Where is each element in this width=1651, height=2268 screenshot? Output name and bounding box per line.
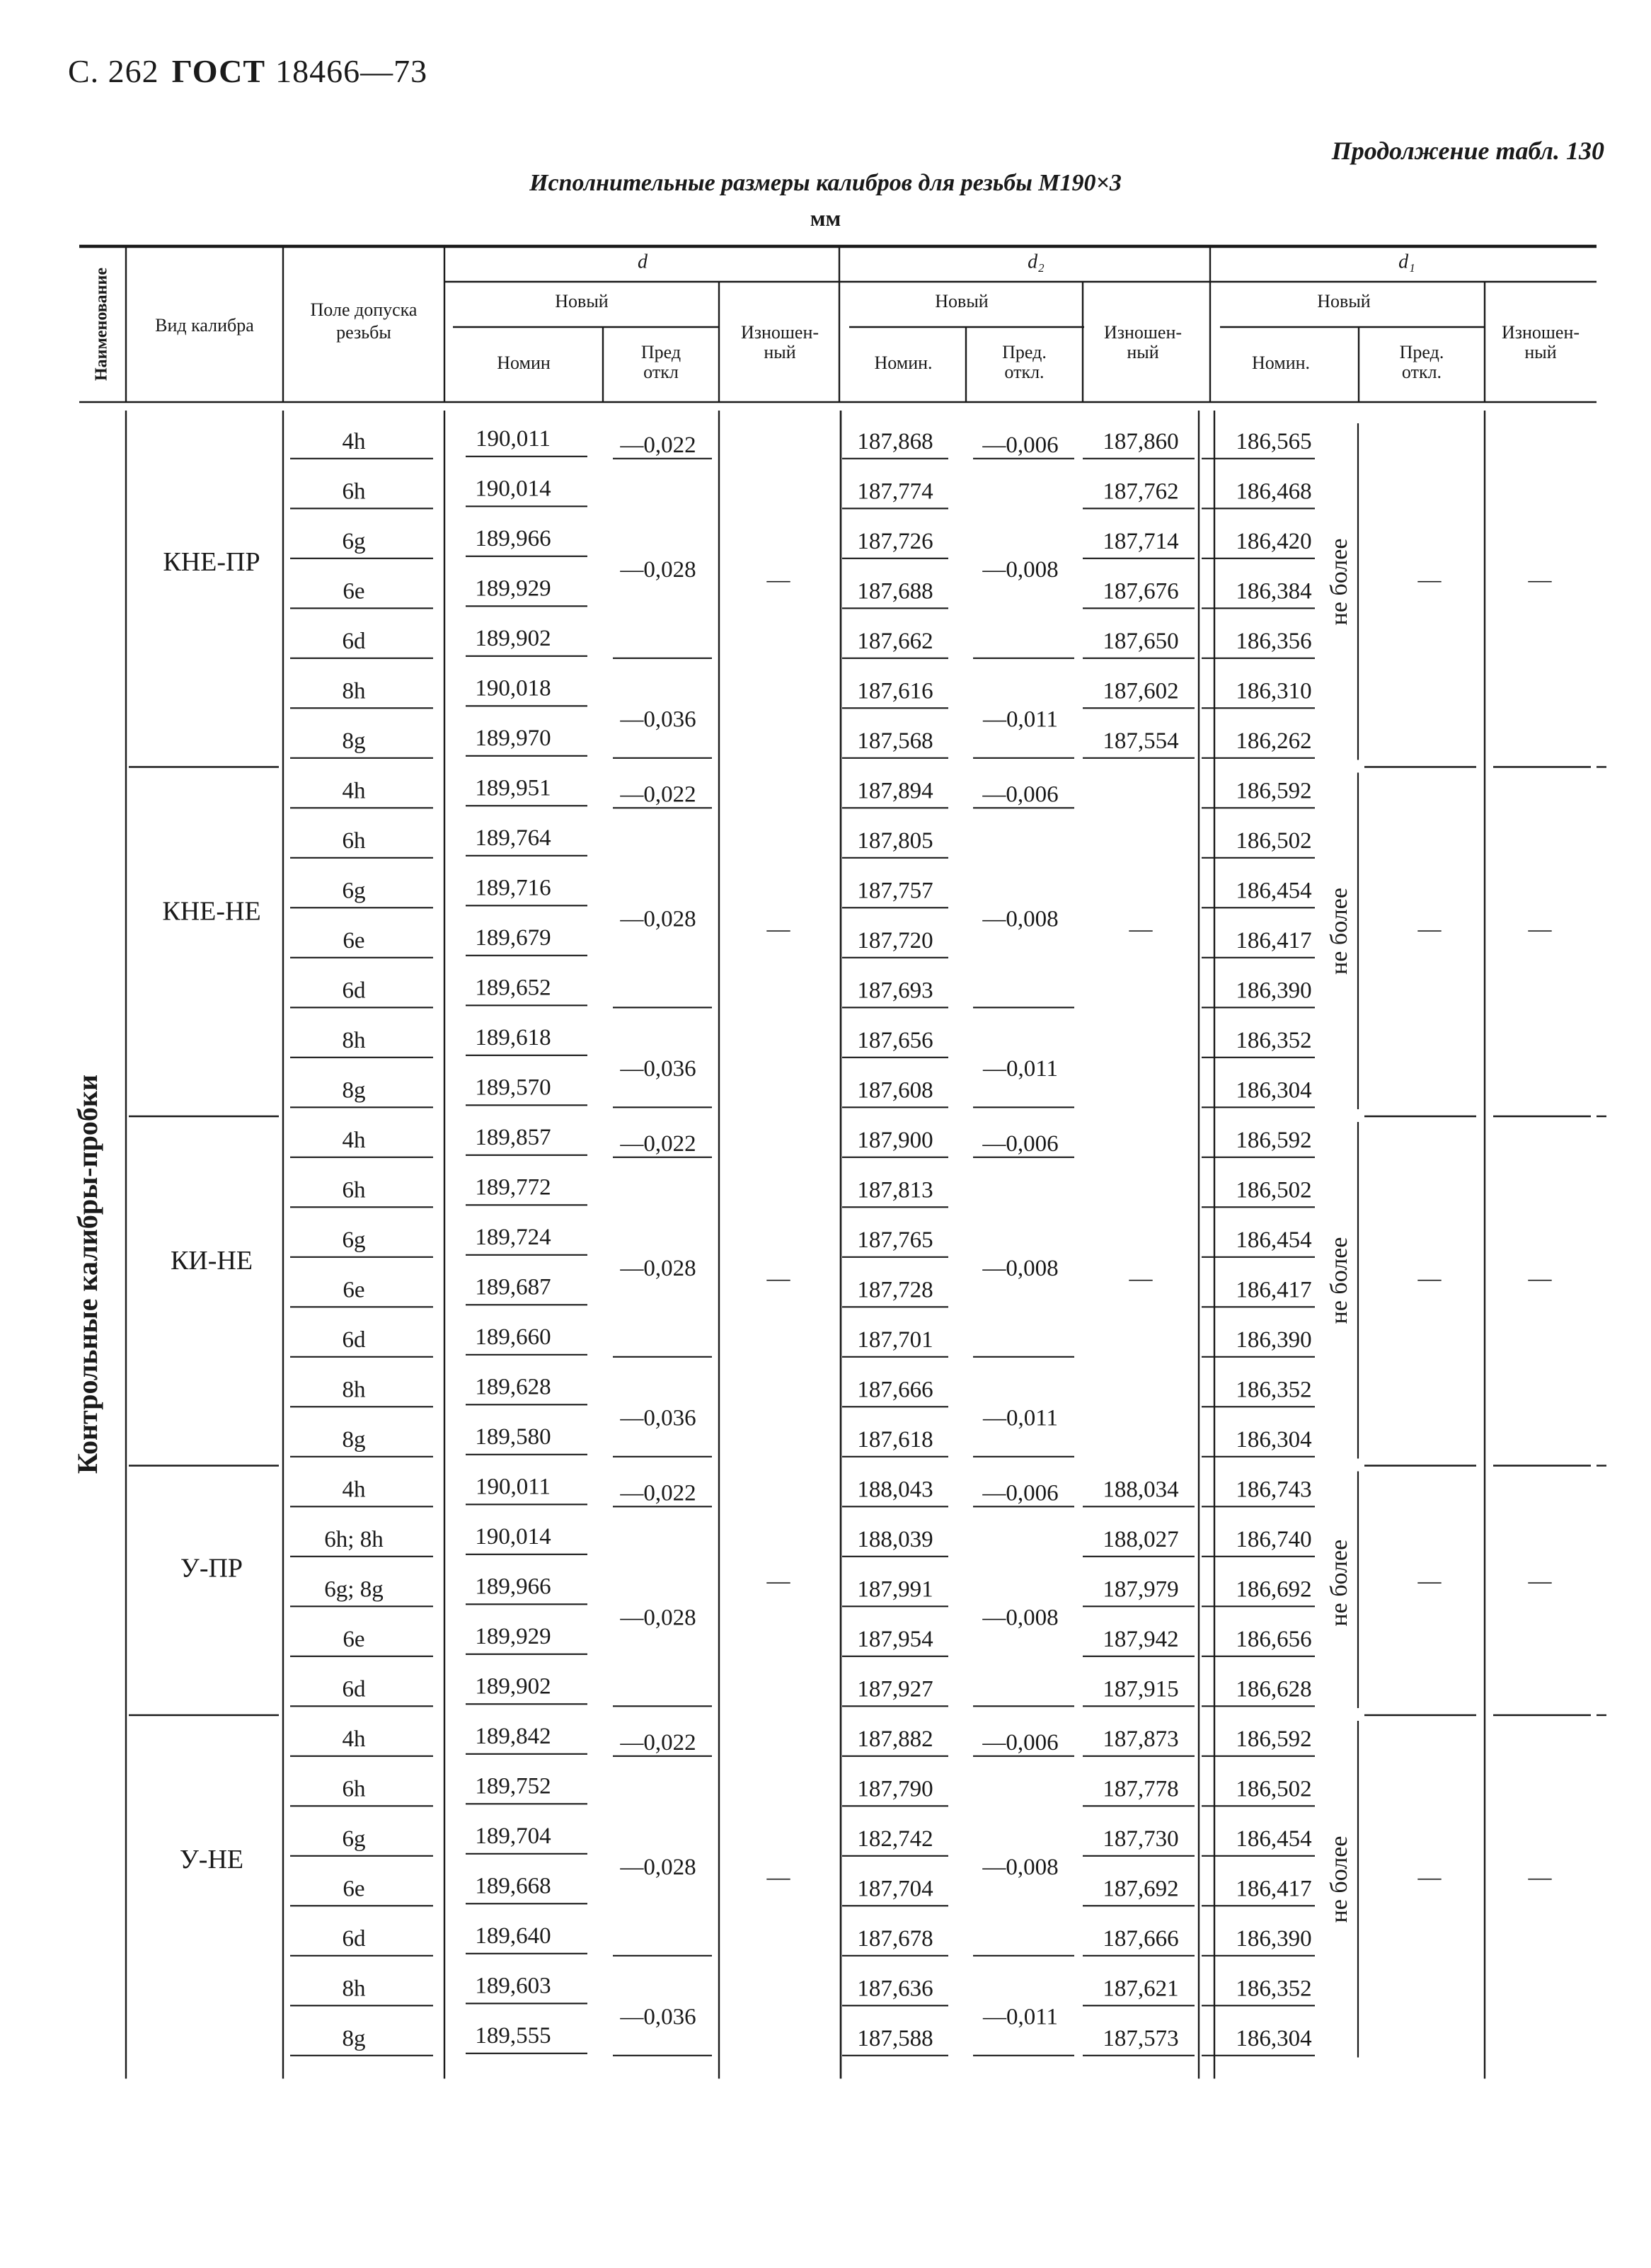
d1-nominal-cell: 186,592 [1236, 1128, 1312, 1154]
d-deviation-cell: —0,036 [620, 1056, 696, 1082]
d-deviation-cell: —0,028 [620, 1605, 696, 1631]
d2-deviation-cell: —0,006 [982, 432, 1059, 458]
d1-nominal-cell: 186,592 [1236, 1726, 1312, 1753]
d1-worn-cell: — [1528, 917, 1552, 943]
d1-nominal-cell: 186,390 [1236, 1926, 1312, 1952]
d-nominal-cell: 189,966 [475, 526, 551, 552]
tolerance-cell: 6e [343, 1627, 365, 1653]
tolerance-cell: 8g [342, 2026, 366, 2052]
d-nominal-cell: 189,603 [475, 1973, 551, 1999]
d1-nominal-cell: 186,454 [1236, 878, 1312, 904]
tolerance-cell: 6e [343, 928, 365, 954]
tolerance-cell: 6h [342, 1776, 366, 1802]
table-continuation-label: Продолжение табл. 130 [1331, 137, 1604, 165]
tolerance-cell: 4h [342, 429, 366, 455]
tolerance-cell: 4h [342, 778, 366, 804]
header-kind: Вид калибра [155, 314, 254, 336]
d2-nominal-cell: 187,805 [857, 828, 933, 854]
d2-nominal-cell: 182,742 [857, 1826, 933, 1852]
d2-deviation-cell: —0,011 [982, 1056, 1059, 1082]
d-nominal-cell: 189,929 [475, 575, 551, 602]
header-deviation: Пред. [1399, 341, 1444, 362]
d2-nominal-cell: 187,765 [857, 1227, 933, 1254]
d-nominal-cell: 190,014 [475, 1524, 551, 1550]
header-deviation: откл. [1401, 361, 1442, 382]
d2-worn-cell: 187,676 [1103, 578, 1179, 605]
tolerance-cell: 6d [342, 1676, 366, 1702]
d1-nominal-cell: 186,417 [1236, 1277, 1312, 1303]
d-deviation-cell: —0,028 [620, 557, 696, 583]
d2-worn-cell: 187,692 [1103, 1876, 1179, 1902]
tolerance-cell: 8g [342, 1077, 366, 1104]
d2-nominal-cell: 187,636 [857, 1976, 933, 2002]
header-nominal: Номин. [1251, 352, 1311, 373]
d1-nominal-cell: 186,356 [1236, 629, 1312, 655]
d-worn-cell: — [766, 1865, 790, 1891]
d-nominal-cell: 189,902 [475, 1673, 551, 1700]
d-deviation-cell: —0,028 [620, 1855, 696, 1881]
d1-nominal-cell: 186,417 [1236, 928, 1312, 954]
d-nominal-cell: 189,752 [475, 1773, 551, 1799]
d1-nominal-cell: 186,352 [1236, 1028, 1312, 1054]
gauge-kind-label: КНЕ-ПР [163, 546, 260, 577]
d-nominal-cell: 189,679 [475, 925, 551, 951]
d-nominal-cell: 190,011 [475, 1474, 551, 1500]
d2-nominal-cell: 187,991 [857, 1576, 933, 1603]
d2-nominal-cell: 187,726 [857, 529, 933, 555]
d1-nominal-cell: 186,692 [1236, 1576, 1312, 1603]
header-d: d [638, 251, 648, 273]
tolerance-cell: 6h [342, 828, 366, 854]
d2-worn-cell: 188,027 [1103, 1527, 1179, 1553]
d-nominal-cell: 189,580 [475, 1424, 551, 1450]
page-number: С. 262 [68, 53, 159, 89]
d1-deviation-cell: — [1417, 1568, 1442, 1594]
d-nominal-cell: 189,640 [475, 1923, 551, 1949]
d1-deviation-cell: — [1417, 567, 1442, 593]
header-d1: d₁ [1398, 251, 1415, 273]
tolerance-cell: 6d [342, 1327, 366, 1353]
d-nominal-cell: 189,716 [475, 875, 551, 901]
d-nominal-cell: 189,704 [475, 1823, 551, 1850]
header-nominal: Номин [497, 352, 551, 373]
tolerance-cell: 6h; 8h [324, 1527, 384, 1553]
d2-worn-cell: 187,915 [1103, 1676, 1179, 1702]
d-nominal-cell: 190,018 [475, 675, 551, 701]
tolerance-cell: 6d [342, 629, 366, 655]
header-worn: ный [1524, 341, 1557, 362]
tolerance-cell: 6e [343, 1876, 365, 1902]
d-deviation-cell: —0,022 [620, 432, 696, 458]
d2-deviation-cell: —0,011 [982, 2004, 1059, 2030]
d2-worn-cell: — [1129, 917, 1153, 943]
d2-nominal-cell: 187,662 [857, 629, 933, 655]
d2-nominal-cell: 187,757 [857, 878, 933, 904]
tolerance-cell: 4h [342, 1726, 366, 1753]
d1-nominal-cell: 186,384 [1236, 578, 1312, 605]
d-nominal-cell: 189,929 [475, 1624, 551, 1650]
d2-deviation-cell: —0,006 [982, 1729, 1059, 1756]
header-nominal: Номин. [874, 352, 933, 373]
d-worn-cell: — [766, 917, 790, 943]
table-title: Исполнительные размеры калибров для резьбы М190×3 [529, 170, 1122, 196]
d-nominal-cell: 190,011 [475, 426, 551, 452]
d1-worn-cell: — [1528, 1266, 1552, 1292]
d2-nominal-cell: 187,693 [857, 978, 933, 1004]
tolerance-cell: 6h [342, 1177, 366, 1203]
header-new: Новый [555, 290, 609, 311]
header-deviation: Пред. [1002, 341, 1047, 362]
d1-worn-cell: — [1528, 1865, 1552, 1891]
tolerance-cell: 6h [342, 479, 366, 505]
d2-nominal-cell: 187,688 [857, 578, 933, 605]
d2-worn-cell: 187,554 [1103, 728, 1179, 755]
tolerance-cell: 6d [342, 978, 366, 1004]
d-nominal-cell: 189,951 [475, 775, 551, 801]
d1-nominal-cell: 186,390 [1236, 1327, 1312, 1353]
d1-nominal-cell: 186,310 [1236, 678, 1312, 704]
gauge-kind-label: У-НЕ [179, 1844, 244, 1874]
d2-deviation-cell: —0,008 [982, 1605, 1059, 1631]
d-nominal-cell: 189,652 [475, 975, 551, 1001]
gauge-kind-label: У-ПР [180, 1553, 243, 1583]
header-worn: ный [1127, 341, 1159, 362]
d2-worn-cell: 187,873 [1103, 1726, 1179, 1753]
tolerance-cell: 6e [343, 1277, 365, 1303]
tolerance-cell: 8h [342, 1377, 366, 1403]
d2-nominal-cell: 187,666 [857, 1377, 933, 1403]
d-deviation-cell: —0,028 [620, 906, 696, 932]
d-nominal-cell: 189,570 [475, 1075, 551, 1101]
d2-nominal-cell: 187,774 [857, 479, 933, 505]
d2-deviation-cell: —0,008 [982, 1256, 1059, 1282]
d2-nominal-cell: 187,616 [857, 678, 933, 704]
d1-nominal-cell: 186,502 [1236, 1177, 1312, 1203]
d2-nominal-cell: 187,894 [857, 778, 933, 804]
d2-nominal-cell: 187,656 [857, 1028, 933, 1054]
d2-worn-cell: 187,666 [1103, 1926, 1179, 1952]
d2-worn-cell: 187,714 [1103, 529, 1179, 555]
d1-worn-cell: — [1528, 1568, 1552, 1594]
d2-deviation-cell: —0,011 [982, 706, 1059, 733]
d1-nominal-cell: 186,352 [1236, 1377, 1312, 1403]
d-nominal-cell: 189,618 [475, 1025, 551, 1051]
tolerance-cell: 8h [342, 1976, 366, 2002]
gauge-kind-label: КИ-НЕ [170, 1245, 253, 1276]
tolerance-cell: 4h [342, 1128, 366, 1154]
tolerance-cell: 6g [342, 529, 366, 555]
ne-bolee-label: не более [1325, 538, 1352, 626]
d2-worn-cell: 187,650 [1103, 629, 1179, 655]
d-nominal-cell: 189,555 [475, 2023, 551, 2049]
tolerance-cell: 6e [343, 578, 365, 605]
d2-worn-cell: 187,942 [1103, 1627, 1179, 1653]
d1-worn-cell: — [1528, 567, 1552, 593]
d2-deviation-cell: —0,006 [982, 781, 1059, 808]
ne-bolee-label: не более [1325, 888, 1352, 975]
header-new: Новый [1317, 290, 1371, 311]
d-nominal-cell: 189,902 [475, 626, 551, 652]
d2-worn-cell: 187,762 [1103, 479, 1179, 505]
d2-nominal-cell: 187,868 [857, 429, 933, 455]
d1-deviation-cell: — [1417, 917, 1442, 943]
d1-nominal-cell: 186,628 [1236, 1676, 1312, 1702]
d-worn-cell: — [766, 1568, 790, 1594]
d-nominal-cell: 189,660 [475, 1324, 551, 1351]
d2-nominal-cell: 187,618 [857, 1427, 933, 1453]
d-worn-cell: — [766, 1266, 790, 1292]
category-label: Контрольные калибры-пробки [71, 1074, 104, 1474]
d2-nominal-cell: 187,790 [857, 1776, 933, 1802]
d1-nominal-cell: 186,592 [1236, 778, 1312, 804]
d-nominal-cell: 189,966 [475, 1574, 551, 1600]
header-deviation: откл [643, 361, 679, 382]
d1-nominal-cell: 186,656 [1236, 1627, 1312, 1653]
d2-worn-cell: 187,778 [1103, 1776, 1179, 1802]
header-tolerance: резьбы [336, 321, 391, 343]
d-nominal-cell: 189,842 [475, 1724, 551, 1750]
d-deviation-cell: —0,022 [620, 781, 696, 808]
tolerance-cell: 6g; 8g [324, 1576, 384, 1603]
d-deviation-cell: —0,036 [620, 1405, 696, 1431]
header-name: Наименование [92, 268, 111, 381]
d1-nominal-cell: 186,502 [1236, 1776, 1312, 1802]
d2-nominal-cell: 187,927 [857, 1676, 933, 1702]
d-nominal-cell: 190,014 [475, 476, 551, 502]
d2-deviation-cell: —0,006 [982, 1480, 1059, 1506]
d1-nominal-cell: 186,417 [1236, 1876, 1312, 1902]
d2-worn-cell: 187,602 [1103, 678, 1179, 704]
d-nominal-cell: 189,970 [475, 726, 551, 752]
d-nominal-cell: 189,687 [475, 1274, 551, 1300]
d2-nominal-cell: 187,813 [857, 1177, 933, 1203]
d2-worn-cell: 187,860 [1103, 429, 1179, 455]
d2-deviation-cell: —0,011 [982, 1405, 1059, 1431]
d2-nominal-cell: 188,043 [857, 1477, 933, 1503]
d2-nominal-cell: 187,678 [857, 1926, 933, 1952]
d1-deviation-cell: — [1417, 1266, 1442, 1292]
header-deviation: Пред [640, 341, 681, 362]
d-deviation-cell: —0,022 [620, 1130, 696, 1157]
d2-nominal-cell: 187,900 [857, 1128, 933, 1154]
d1-nominal-cell: 186,390 [1236, 978, 1312, 1004]
d-deviation-cell: —0,022 [620, 1729, 696, 1756]
d2-worn-cell: 187,573 [1103, 2026, 1179, 2052]
d2-worn-cell: 187,979 [1103, 1576, 1179, 1603]
d1-nominal-cell: 186,740 [1236, 1527, 1312, 1553]
header-new: Новый [935, 290, 989, 311]
d2-nominal-cell: 187,728 [857, 1277, 933, 1303]
standard-label: ГОСТ [171, 53, 266, 89]
d-nominal-cell: 189,668 [475, 1873, 551, 1899]
d2-nominal-cell: 187,608 [857, 1077, 933, 1104]
d1-nominal-cell: 186,304 [1236, 1427, 1312, 1453]
tolerance-cell: 6g [342, 1826, 366, 1852]
header-worn: Изношен- [1103, 321, 1183, 343]
d-deviation-cell: —0,028 [620, 1256, 696, 1282]
d2-nominal-cell: 187,704 [857, 1876, 933, 1902]
tolerance-cell: 8h [342, 678, 366, 704]
header-worn: ный [764, 341, 796, 362]
d1-nominal-cell: 186,468 [1236, 479, 1312, 505]
gauge-kind-label: КНЕ-НЕ [162, 896, 261, 927]
d-worn-cell: — [766, 567, 790, 593]
d1-nominal-cell: 186,454 [1236, 1227, 1312, 1254]
d-deviation-cell: —0,036 [620, 706, 696, 733]
d-nominal-cell: 189,724 [475, 1225, 551, 1251]
tolerance-cell: 6d [342, 1926, 366, 1952]
ne-bolee-label: не более [1325, 1237, 1352, 1324]
d1-nominal-cell: 186,502 [1236, 828, 1312, 854]
d-deviation-cell: —0,022 [620, 1480, 696, 1506]
tolerance-cell: 4h [342, 1477, 366, 1503]
d1-nominal-cell: 186,454 [1236, 1826, 1312, 1852]
tolerance-cell: 6g [342, 1227, 366, 1254]
d2-nominal-cell: 187,701 [857, 1327, 933, 1353]
d2-deviation-cell: —0,008 [982, 557, 1059, 583]
d1-nominal-cell: 186,352 [1236, 1976, 1312, 2002]
header-deviation: откл. [1004, 361, 1045, 382]
d-nominal-cell: 189,764 [475, 825, 551, 852]
d2-deviation-cell: —0,006 [982, 1130, 1059, 1157]
header-tolerance: Поле допуска [310, 299, 418, 320]
d-deviation-cell: —0,036 [620, 2004, 696, 2030]
d2-deviation-cell: —0,008 [982, 1855, 1059, 1881]
d2-worn-cell: — [1129, 1266, 1153, 1292]
d1-nominal-cell: 186,420 [1236, 529, 1312, 555]
standard-number: 18466—73 [275, 53, 428, 89]
d2-nominal-cell: 187,588 [857, 2026, 933, 2052]
header-d2: d₂ [1028, 251, 1045, 273]
header-worn: Изношен- [740, 321, 819, 343]
d2-worn-cell: 187,730 [1103, 1826, 1179, 1852]
d2-nominal-cell: 187,568 [857, 728, 933, 755]
d2-worn-cell: 187,621 [1103, 1976, 1179, 2002]
tolerance-cell: 8h [342, 1028, 366, 1054]
tolerance-cell: 8g [342, 728, 366, 755]
d1-nominal-cell: 186,565 [1236, 429, 1312, 455]
table-unit: мм [810, 205, 841, 231]
d1-nominal-cell: 186,304 [1236, 1077, 1312, 1104]
d-nominal-cell: 189,628 [475, 1374, 551, 1400]
d-nominal-cell: 189,772 [475, 1174, 551, 1201]
d1-nominal-cell: 186,262 [1236, 728, 1312, 755]
d2-worn-cell: 188,034 [1103, 1477, 1179, 1503]
d2-nominal-cell: 187,882 [857, 1726, 933, 1753]
d1-nominal-cell: 186,304 [1236, 2026, 1312, 2052]
d2-deviation-cell: —0,008 [982, 906, 1059, 932]
ne-bolee-label: не более [1325, 1539, 1352, 1627]
tolerance-cell: 8g [342, 1427, 366, 1453]
d2-nominal-cell: 187,720 [857, 928, 933, 954]
d2-nominal-cell: 188,039 [857, 1527, 933, 1553]
ne-bolee-label: не более [1325, 1835, 1352, 1923]
d1-deviation-cell: — [1417, 1865, 1442, 1891]
header-worn: Изношен- [1501, 321, 1580, 343]
d1-nominal-cell: 186,743 [1236, 1477, 1312, 1503]
d2-nominal-cell: 187,954 [857, 1627, 933, 1653]
tolerance-cell: 6g [342, 878, 366, 904]
d-nominal-cell: 189,857 [475, 1125, 551, 1151]
